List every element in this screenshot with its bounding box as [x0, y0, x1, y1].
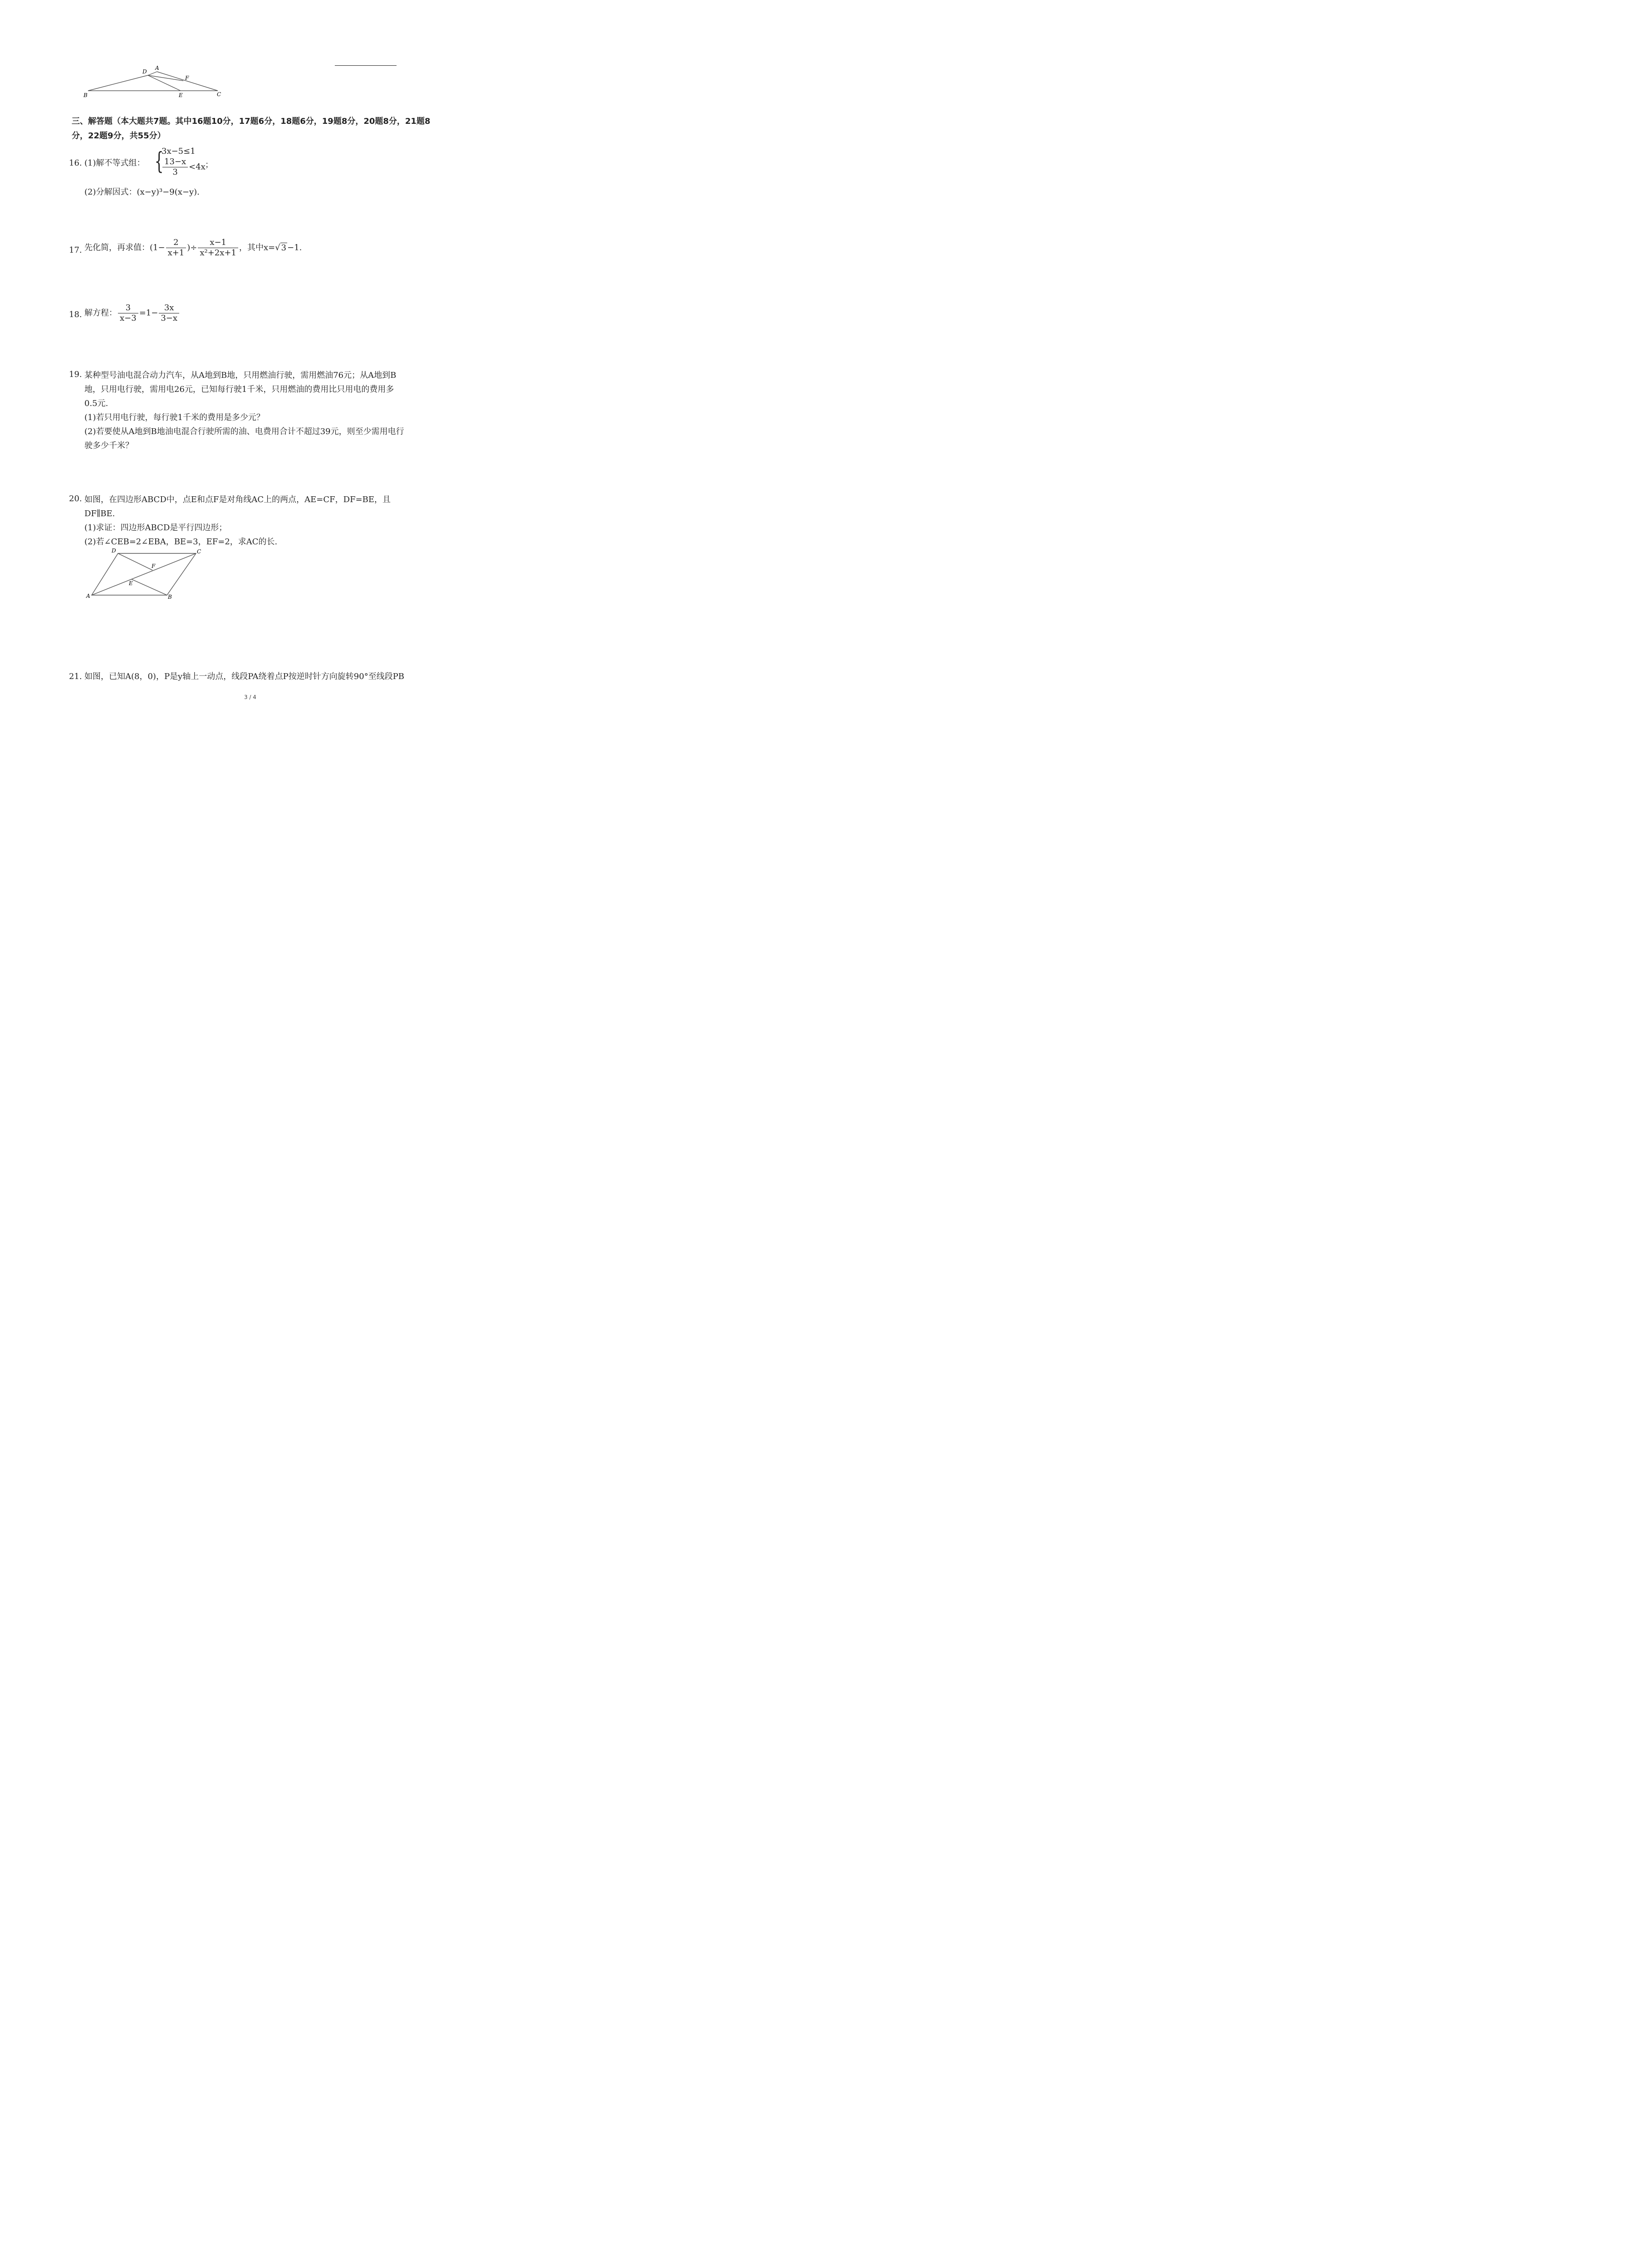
q21-number: 21. [69, 672, 82, 681]
q20-line3: (1)求证：四边形ABCD是平行四边形； [84, 523, 227, 533]
q18-frac1-den: x−3 [120, 313, 137, 323]
q19-line6: 驶多少千米？ [84, 441, 133, 450]
q17-expression [84, 238, 302, 258]
section-title [72, 114, 431, 143]
q18-fraction-1 [118, 303, 138, 323]
q20-body [84, 493, 391, 549]
segment-DF [118, 553, 152, 570]
q19-body [84, 368, 404, 453]
segment-BD [88, 75, 148, 91]
q21-line1: 如图，已知A(8，0)，P是y轴上一动点，线段PA绕着点P按逆时针方向旋转90°至线段PB [84, 672, 405, 681]
q20-number: 20. [69, 494, 82, 503]
q17-sqrt-sign: √ [275, 243, 280, 253]
segment-DA [148, 72, 157, 75]
q18-fraction-2 [159, 303, 179, 323]
label-A: A [155, 65, 159, 71]
q18-expression [84, 303, 180, 323]
q17-number: 17. [69, 245, 82, 255]
label-A: A [86, 593, 90, 599]
q16-fraction-num: 13−x [162, 157, 188, 167]
q18-frac2-den: 3−x [161, 313, 177, 323]
q19-line4: (1)若只用电行驶，每行驶1千米的费用是多少元？ [84, 413, 265, 422]
q16-inequality-2 [162, 157, 206, 177]
q17-tail: −1. [287, 243, 302, 253]
q17-frac2-den: x²+2x+1 [200, 248, 236, 258]
q18-number: 18. [69, 310, 82, 319]
label-E: E [179, 92, 183, 98]
label-F: F [185, 75, 189, 81]
section-title-line2: 分，22题9分，共55分） [72, 131, 166, 141]
q17-text-before: 先化简，再求值：(1− [84, 243, 165, 253]
q18-frac2-num: 3x [159, 303, 179, 313]
q16-number: 16. [69, 158, 82, 168]
label-F: F [152, 563, 156, 569]
label-B: B [83, 92, 88, 98]
q18-frac1-num: 3 [118, 303, 138, 313]
q17-fraction-2 [198, 238, 238, 258]
q17-divide: )÷ [187, 243, 197, 253]
q16-inequality-1: 3x−5≤1 [162, 147, 196, 156]
diagonal-AC [92, 553, 196, 595]
q16-fraction [162, 157, 188, 177]
label-D: D [142, 68, 147, 75]
q16-inequality-2-rhs: <4x [189, 162, 206, 172]
q16-part1-label: (1)解不等式组： [84, 158, 145, 168]
segment-BE [132, 579, 167, 595]
q20-line2: DF∥BE. [84, 509, 115, 518]
q16-part2: (2)分解因式：(x−y)³−9(x−y). [84, 187, 200, 197]
label-C: C [217, 91, 221, 98]
label-B: B [168, 594, 172, 600]
q19-line3: 0.5元. [84, 399, 108, 408]
answer-blank [335, 65, 397, 66]
q18-mid: =1− [139, 308, 158, 318]
label-D: D [112, 547, 116, 554]
q18-label: 解方程： [84, 308, 117, 318]
label-E: E [129, 580, 133, 587]
q17-fraction-1 [166, 238, 186, 258]
q20-figure [82, 546, 213, 603]
q20-line4: (2)若∠CEB=2∠EBA，BE=3，EF=2，求AC的长. [84, 537, 278, 547]
label-C: C [197, 548, 201, 555]
q17-frac1-num: 2 [166, 238, 186, 248]
q20-line1: 如图，在四边形ABCD中，点E和点F是对角线AC上的两点，AE=CF，DF=BE，且 [84, 495, 391, 504]
q16-system-brace: { [154, 148, 164, 175]
q17-frac2-num: x−1 [198, 238, 238, 248]
q19-line1: 某种型号油电混合动力汽车，从A地到B地，只用燃油行驶，需用燃油76元；从A地到B [84, 371, 397, 380]
q16-semicolon: ； [205, 160, 213, 170]
q17-frac1-den: x+1 [167, 248, 185, 258]
q17-text-after: ，其中x= [239, 243, 275, 253]
q19-line2: 地，只用电行驶，需用电26元，已知每行驶1千米，只用燃油的费用比只用电的费用多 [84, 385, 394, 394]
q17-sqrt-value: 3 [281, 243, 287, 253]
page-number: 3 / 4 [244, 694, 256, 700]
q16-fraction-den: 3 [172, 167, 178, 177]
section-title-line1: 三、解答题（本大题共7题。其中16题10分，17题6分，18题6分，19题8分，20题8分，21题8 [72, 117, 431, 126]
q15-figure [82, 64, 227, 100]
q19-number: 19. [69, 370, 82, 379]
q19-line5: (2)若要使从A地到B地油电混合行驶所需的油、电费用合计不超过39元，则至少需用电行 [84, 427, 404, 436]
